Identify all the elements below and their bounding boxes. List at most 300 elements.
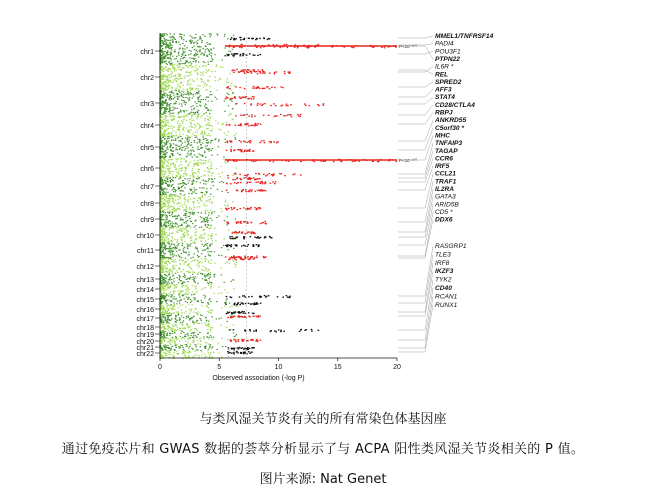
association-point xyxy=(178,117,179,118)
signal-point xyxy=(263,115,265,116)
association-point xyxy=(184,313,185,314)
signal-point xyxy=(270,141,272,142)
association-point xyxy=(233,332,234,333)
association-point xyxy=(192,349,193,350)
association-point xyxy=(178,282,179,283)
association-point xyxy=(183,63,184,64)
association-point xyxy=(198,334,199,335)
association-point xyxy=(182,53,183,54)
association-point xyxy=(171,241,172,242)
association-point xyxy=(210,246,211,247)
association-point xyxy=(174,288,175,289)
signal-point xyxy=(250,208,252,209)
capped-p-annotation: P<10⁻¹⁰⁰ xyxy=(399,158,418,163)
association-point xyxy=(220,325,221,326)
association-point xyxy=(163,295,164,296)
association-point xyxy=(217,154,218,155)
association-point xyxy=(197,43,198,44)
signal-point xyxy=(233,232,235,233)
signal-point xyxy=(259,190,261,191)
association-point xyxy=(196,55,197,56)
signal-point xyxy=(243,53,245,54)
association-point xyxy=(178,125,179,126)
signal-point xyxy=(237,232,239,233)
association-point xyxy=(172,119,173,120)
association-point xyxy=(184,194,185,195)
association-point xyxy=(200,147,201,148)
association-point xyxy=(198,93,199,94)
association-point xyxy=(191,112,192,113)
association-point xyxy=(214,276,215,277)
association-point xyxy=(176,265,177,266)
association-point xyxy=(184,111,185,112)
association-point xyxy=(174,343,175,344)
association-point xyxy=(164,116,165,117)
signal-point xyxy=(227,55,229,56)
association-point xyxy=(199,101,200,102)
association-point xyxy=(174,59,175,60)
association-point xyxy=(193,120,194,121)
association-point xyxy=(233,261,234,262)
association-point xyxy=(161,135,162,136)
association-point xyxy=(175,80,176,81)
association-point xyxy=(208,161,209,162)
association-point xyxy=(183,127,184,128)
association-point xyxy=(204,233,205,234)
signal-point xyxy=(272,181,274,182)
association-point xyxy=(189,180,190,181)
association-point xyxy=(187,220,188,221)
association-point xyxy=(189,99,190,100)
signal-point xyxy=(259,174,261,175)
association-point xyxy=(175,140,176,141)
association-point xyxy=(164,243,165,244)
signal-point xyxy=(260,296,262,297)
association-point xyxy=(166,44,167,45)
association-point xyxy=(163,33,164,34)
signal-point xyxy=(256,316,258,317)
association-point xyxy=(184,141,185,142)
association-point xyxy=(165,47,166,48)
association-point xyxy=(223,239,224,240)
association-point xyxy=(231,305,232,306)
association-point xyxy=(171,250,172,251)
association-point xyxy=(204,346,205,347)
association-point xyxy=(185,334,186,335)
signal-point xyxy=(240,37,242,38)
association-point xyxy=(187,92,188,93)
association-point xyxy=(164,88,165,89)
association-point xyxy=(171,244,172,245)
signal-point xyxy=(260,223,262,224)
association-point xyxy=(214,263,215,264)
association-point xyxy=(204,84,205,85)
association-point xyxy=(169,77,170,78)
signal-point xyxy=(262,88,264,89)
association-point xyxy=(166,94,167,95)
signal-point xyxy=(229,88,231,89)
association-point xyxy=(198,160,199,161)
association-point xyxy=(204,274,205,275)
association-point xyxy=(173,256,174,257)
association-point xyxy=(235,137,236,138)
association-point xyxy=(197,164,198,165)
association-point xyxy=(189,313,190,314)
association-point xyxy=(203,72,204,73)
association-point xyxy=(173,76,174,77)
association-point xyxy=(191,89,192,90)
association-point xyxy=(175,211,176,212)
association-point xyxy=(182,176,183,177)
association-point xyxy=(173,118,174,119)
association-point xyxy=(182,142,183,143)
signal-point xyxy=(243,69,245,70)
association-point xyxy=(171,271,172,272)
association-point xyxy=(209,169,210,170)
association-point xyxy=(164,172,165,173)
signal-point xyxy=(251,114,253,115)
signal-point xyxy=(247,69,249,70)
association-point xyxy=(169,341,170,342)
association-point xyxy=(164,153,165,154)
association-point xyxy=(208,348,209,349)
association-point xyxy=(166,311,167,312)
association-point xyxy=(179,317,180,318)
association-point xyxy=(200,162,201,163)
association-point xyxy=(168,171,169,172)
association-point xyxy=(171,340,172,341)
association-point xyxy=(186,316,187,317)
association-point xyxy=(193,335,194,336)
association-point xyxy=(165,69,166,70)
association-point xyxy=(195,173,196,174)
association-point xyxy=(175,75,176,76)
association-point xyxy=(202,250,203,251)
association-point xyxy=(187,278,188,279)
signal-point xyxy=(260,54,262,55)
association-point xyxy=(163,189,164,190)
signal-point xyxy=(239,296,241,297)
signal-point xyxy=(240,124,242,125)
association-point xyxy=(165,219,166,220)
association-point xyxy=(167,335,168,336)
association-point xyxy=(199,338,200,339)
association-point xyxy=(169,185,170,186)
association-point xyxy=(196,135,197,136)
association-point xyxy=(162,214,163,215)
signal-point xyxy=(232,238,234,239)
association-point xyxy=(160,38,161,39)
association-point xyxy=(219,182,220,183)
association-point xyxy=(188,231,189,232)
association-point xyxy=(208,181,209,182)
association-point xyxy=(207,80,208,81)
association-point xyxy=(182,347,183,348)
signal-point xyxy=(251,116,253,117)
association-point xyxy=(186,94,187,95)
signal-point xyxy=(231,209,233,210)
association-point xyxy=(167,198,168,199)
association-point xyxy=(194,37,195,38)
signal-point xyxy=(253,86,255,87)
association-point xyxy=(210,118,211,119)
association-point xyxy=(172,126,173,127)
association-point xyxy=(207,171,208,172)
association-point xyxy=(202,278,203,279)
association-point xyxy=(164,168,165,169)
association-point xyxy=(162,195,163,196)
association-point xyxy=(179,250,180,251)
association-point xyxy=(192,40,193,41)
association-point xyxy=(172,272,173,273)
association-point xyxy=(199,105,200,106)
association-point xyxy=(204,62,205,63)
signal-point xyxy=(244,124,246,125)
association-point xyxy=(163,219,164,220)
association-point xyxy=(188,297,189,298)
association-point xyxy=(191,127,192,128)
association-point xyxy=(174,341,175,342)
association-point xyxy=(169,202,170,203)
association-point xyxy=(190,54,191,55)
association-point xyxy=(207,44,208,45)
association-point xyxy=(211,213,212,214)
association-point xyxy=(171,98,172,99)
association-point xyxy=(232,108,233,109)
association-point xyxy=(188,151,189,152)
association-point xyxy=(230,85,231,86)
association-point xyxy=(175,273,176,274)
association-point xyxy=(163,352,164,353)
signal-point xyxy=(230,39,232,40)
association-point xyxy=(181,253,182,254)
association-point xyxy=(192,183,193,184)
association-point xyxy=(168,126,169,127)
association-point xyxy=(204,234,205,235)
association-point xyxy=(161,284,162,285)
association-point xyxy=(189,319,190,320)
association-point xyxy=(168,240,169,241)
signal-point xyxy=(230,151,232,152)
association-point xyxy=(221,338,222,339)
association-point xyxy=(183,291,184,292)
association-point xyxy=(173,165,174,166)
association-point xyxy=(162,331,163,332)
association-point xyxy=(166,144,167,145)
association-point xyxy=(197,111,198,112)
association-point xyxy=(205,201,206,202)
association-point xyxy=(168,166,169,167)
association-point xyxy=(168,169,169,170)
association-point xyxy=(198,114,199,115)
association-point xyxy=(179,74,180,75)
association-point xyxy=(172,41,173,42)
association-point xyxy=(182,245,183,246)
association-point xyxy=(162,239,163,240)
association-point xyxy=(162,121,163,122)
association-point xyxy=(178,202,179,203)
signal-point xyxy=(227,244,229,245)
signal-point xyxy=(273,103,275,104)
signal-point xyxy=(251,222,253,223)
association-point xyxy=(184,355,185,356)
association-point xyxy=(186,271,187,272)
association-point xyxy=(163,152,164,153)
association-point xyxy=(190,238,191,239)
association-point xyxy=(162,243,163,244)
association-point xyxy=(192,47,193,48)
signal-point xyxy=(288,72,290,73)
association-point xyxy=(188,100,189,101)
signal-point xyxy=(233,238,235,239)
association-point xyxy=(167,146,168,147)
association-point xyxy=(173,95,174,96)
signal-point xyxy=(248,125,250,126)
association-point xyxy=(210,61,211,62)
association-point xyxy=(190,272,191,273)
association-point xyxy=(161,62,162,63)
association-point xyxy=(164,93,165,94)
association-point xyxy=(204,218,205,219)
association-point xyxy=(220,66,221,67)
association-point xyxy=(167,79,168,80)
association-point xyxy=(200,261,201,262)
association-point xyxy=(200,199,201,200)
association-point xyxy=(165,119,166,120)
association-point xyxy=(185,341,186,342)
association-point xyxy=(162,230,163,231)
association-point xyxy=(166,217,167,218)
association-point xyxy=(226,224,227,225)
association-point xyxy=(174,255,175,256)
association-point xyxy=(162,41,163,42)
signal-point xyxy=(242,71,244,72)
association-point xyxy=(173,260,174,261)
association-point xyxy=(167,138,168,139)
association-point xyxy=(176,320,177,321)
association-point xyxy=(172,128,173,129)
association-point xyxy=(187,291,188,292)
association-point xyxy=(188,62,189,63)
association-point xyxy=(181,315,182,316)
association-point xyxy=(162,135,163,136)
association-point xyxy=(164,336,165,337)
association-point xyxy=(200,346,201,347)
signal-point xyxy=(233,208,235,209)
association-point xyxy=(186,317,187,318)
association-point xyxy=(163,324,164,325)
signal-point xyxy=(233,72,235,73)
association-point xyxy=(163,35,164,36)
association-point xyxy=(161,201,162,202)
signal-point xyxy=(288,297,290,298)
signal-point xyxy=(235,259,237,260)
association-point xyxy=(183,85,184,86)
association-point xyxy=(221,317,222,318)
association-point xyxy=(178,307,179,308)
association-point xyxy=(208,235,209,236)
association-point xyxy=(211,337,212,338)
association-point xyxy=(161,87,162,88)
association-point xyxy=(174,167,175,168)
association-point xyxy=(188,289,189,290)
association-point xyxy=(165,235,166,236)
association-point xyxy=(234,263,235,264)
association-point xyxy=(202,221,203,222)
association-point xyxy=(170,94,171,95)
signal-point xyxy=(231,54,233,55)
association-point xyxy=(196,290,197,291)
association-point xyxy=(166,198,167,199)
association-point xyxy=(180,292,181,293)
association-point xyxy=(218,174,219,175)
association-point xyxy=(170,180,171,181)
association-point xyxy=(161,308,162,309)
association-point xyxy=(171,99,172,100)
association-point xyxy=(194,163,195,164)
association-point xyxy=(184,49,185,50)
association-point xyxy=(211,58,212,59)
association-point xyxy=(167,78,168,79)
association-point xyxy=(217,189,218,190)
association-point xyxy=(202,195,203,196)
association-point xyxy=(160,240,161,241)
association-point xyxy=(201,253,202,254)
association-point xyxy=(182,186,183,187)
association-point xyxy=(207,251,208,252)
association-point xyxy=(184,159,185,160)
signal-point xyxy=(256,302,258,303)
association-point xyxy=(194,281,195,282)
association-point xyxy=(170,74,171,75)
signal-point xyxy=(243,221,245,222)
association-point xyxy=(235,172,236,173)
association-point xyxy=(165,171,166,172)
signal-point xyxy=(240,54,242,55)
association-point xyxy=(171,171,172,172)
association-point xyxy=(165,311,166,312)
association-point xyxy=(190,92,191,93)
association-point xyxy=(208,123,209,124)
association-point xyxy=(207,220,208,221)
association-point xyxy=(211,175,212,176)
association-point xyxy=(215,77,216,78)
association-point xyxy=(178,94,179,95)
association-point xyxy=(170,113,171,114)
association-point xyxy=(209,51,210,52)
association-point xyxy=(193,342,194,343)
signal-point xyxy=(231,236,233,237)
association-point xyxy=(224,36,225,37)
association-point xyxy=(212,327,213,328)
association-point xyxy=(189,137,190,138)
signal-point xyxy=(260,124,262,125)
association-point xyxy=(175,159,176,160)
signal-point xyxy=(287,105,289,106)
association-point xyxy=(195,102,196,103)
association-point xyxy=(167,69,168,70)
association-point xyxy=(212,140,213,141)
association-point xyxy=(187,293,188,294)
association-point xyxy=(214,54,215,55)
signal-point xyxy=(226,124,228,125)
signal-point xyxy=(231,313,233,314)
association-point xyxy=(167,234,168,235)
signal-point xyxy=(274,87,276,88)
association-point xyxy=(189,318,190,319)
association-point xyxy=(192,168,193,169)
signal-point xyxy=(234,149,236,150)
